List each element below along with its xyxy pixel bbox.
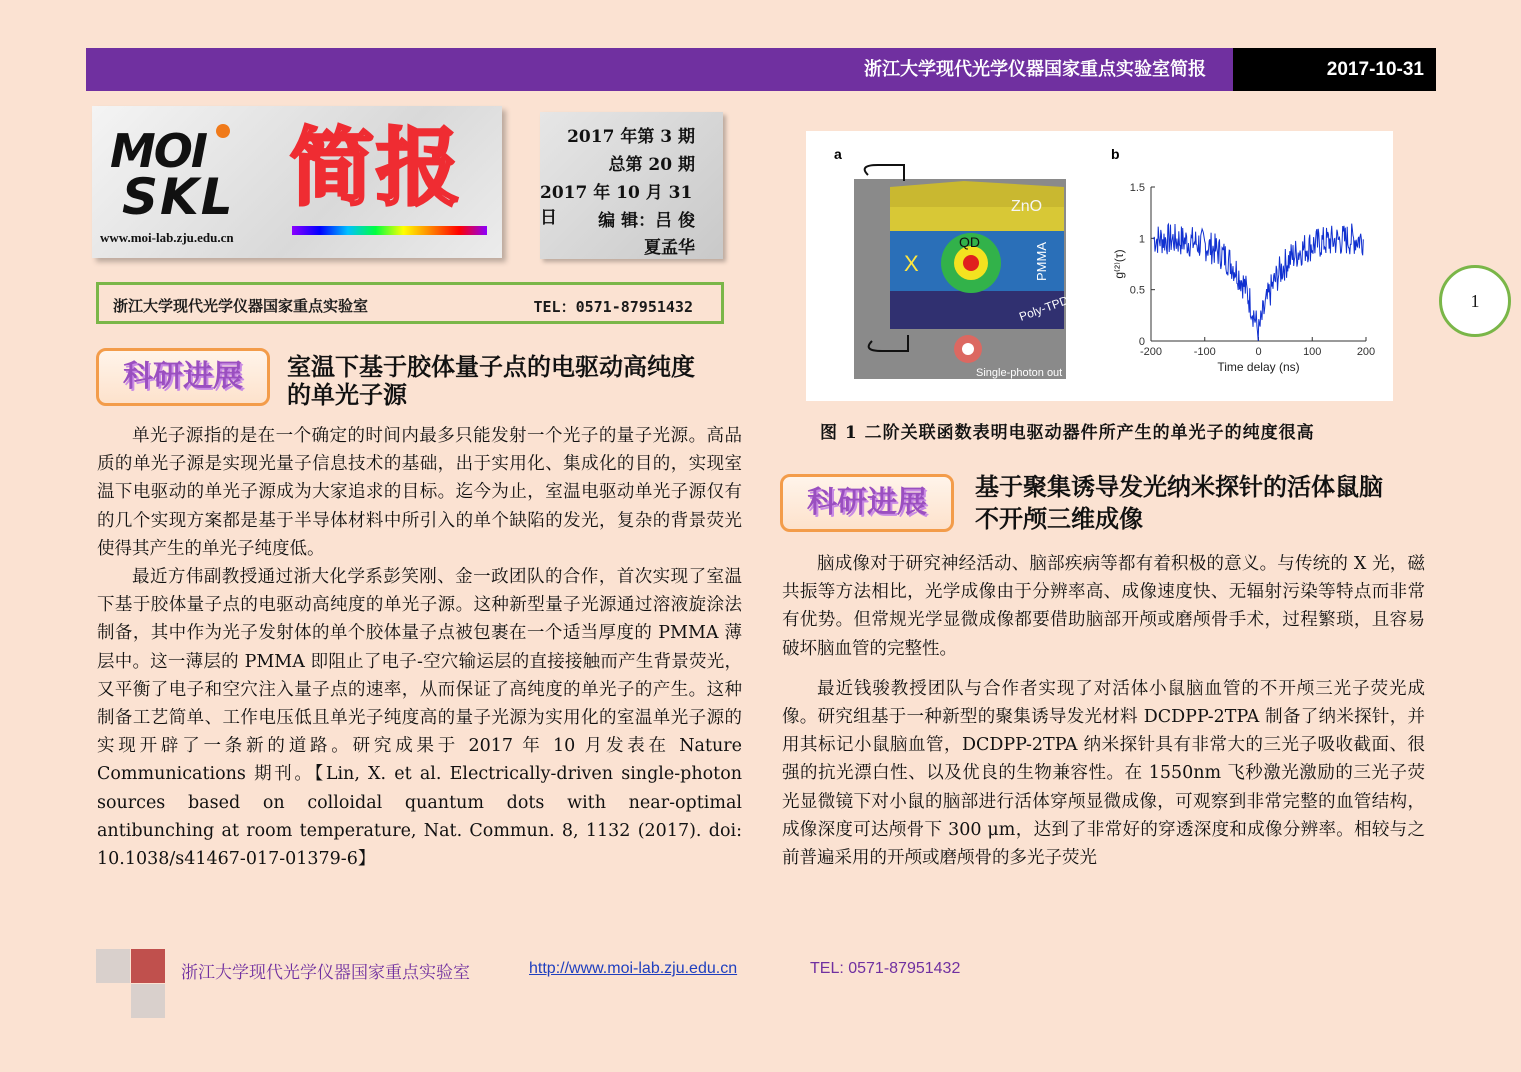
- article2-title-line2: 不开颅三维成像: [975, 505, 1143, 533]
- y-tick-label: 0.5: [1129, 284, 1145, 297]
- layer-pmma: PMMA: [1034, 242, 1049, 281]
- issue-date: 2017 年 10 月 31 日: [540, 183, 693, 228]
- issue-number: 2017 年第 3 期: [567, 127, 695, 147]
- article2-body: [782, 550, 1425, 872]
- panel-b-label: b: [1111, 146, 1120, 162]
- x-tick-label: 0: [1255, 346, 1262, 358]
- footer-square-3: [131, 984, 165, 1018]
- article1-title-line2: 的单光子源: [287, 381, 407, 409]
- figure-1: [806, 131, 1393, 401]
- x-mark: X: [904, 251, 919, 276]
- logo-skl: SKL: [122, 168, 235, 226]
- issue-editor-2: 夏孟华: [644, 238, 695, 258]
- footer-lab-name: 浙江大学现代光学仪器国家重点实验室: [181, 963, 470, 983]
- layer-zno: ZnO: [1011, 198, 1043, 215]
- issue-editor-1: 编 辑：吕 俊: [598, 211, 695, 231]
- article1-paragraph-2: 最近方伟副教授通过浙大化学系彭笑刚、金一政团队的合作，首次实现了室温下基于胶体量子点的电驱动高纯度的单光子源。这种新型量子光源通过溶液旋涂法制备，其中作为光子发射体的单个胶体量子点被包裹在一个适当厚度的 PMMA 薄层中。这一薄层的 PMMA 即阻止了电子-空穴输运层的直接接触而产生背景荧光，又平衡了电子和空穴注入量子点的速率，从而保证了高纯度的单光子的产生。这种制备工艺简单、工作电压低且单光子纯度高的量子光源为实用化的室温单光子源的实现开辟了一条新的道路。研究成果于 2017 年 10 月发表在 Nature Communications 期刊。【Lin, X. et al. Electrically-driven single-photon sources based on colloidal quantum dots with near-optimal antibunching at room temperature, Nat. Commun. 8, 1132 (2017). doi: 10.1038/s41467-017-01379-6】: [97, 567, 742, 870]
- y-tick-label: 0: [1138, 336, 1145, 348]
- article1-body: [97, 422, 742, 873]
- logo-jianbao: 简报: [290, 119, 463, 217]
- logo-block: [92, 106, 502, 258]
- article2-title-line1: 基于聚集诱导发光纳米探针的活体鼠脑: [975, 473, 1383, 501]
- x-tick-label: -200: [1139, 346, 1163, 358]
- layer-polytpd: Poly-TPD: [1017, 293, 1071, 324]
- lab-name: 浙江大学现代光学仪器国家重点实验室: [113, 297, 369, 315]
- issue-info: [540, 112, 723, 259]
- logo-rainbow-bar: [292, 226, 487, 235]
- section-badge: 科研进展: [96, 348, 270, 406]
- panel-a-label: a: [834, 146, 842, 162]
- issue-total: 总第 20 期: [608, 155, 695, 175]
- article2-paragraph-1: 脑成像对于研究神经活动、脑部疾病等都有着积极的意义。与传统的 X 光，磁共振等方法相比，光学成像由于分辨率高、成像速度快、无辐射污染等特点而非常有优势。但常规光学显微成像都要借助脑部开颅或磨颅骨手术，过程繁琐，且容易破坏脑血管的完整性。: [782, 554, 1425, 659]
- header-title: 浙江大学现代光学仪器国家重点实验室简报: [864, 59, 1206, 80]
- figure-graphic: [806, 131, 1393, 401]
- logo-moi: MOI: [110, 124, 206, 178]
- header-date: 2017-10-31: [1233, 48, 1436, 91]
- header-bar: [86, 48, 1436, 91]
- footer-tel: TEL: 0571-87951432: [810, 960, 961, 977]
- lab-banner: [96, 282, 724, 324]
- x-axis-label: Time delay (ns): [1217, 360, 1300, 374]
- section-badge: 科研进展: [780, 474, 954, 532]
- logo-dot: [216, 124, 230, 138]
- y-tick-label: 1.5: [1129, 182, 1145, 194]
- footer-square-1: [96, 949, 130, 983]
- x-tick-label: -100: [1193, 346, 1216, 358]
- footer-url-link[interactable]: http://www.moi-lab.zju.edu.cn: [529, 960, 738, 977]
- article1-title-line1: 室温下基于胶体量子点的电驱动高纯度: [287, 353, 695, 381]
- page-number: 1: [1439, 265, 1511, 337]
- y-axis-label: g⁽²⁾(τ): [1112, 249, 1126, 279]
- g2-chart: [1112, 182, 1375, 374]
- y-tick-label: 1: [1138, 233, 1145, 246]
- single-photon-label: Single-photon out: [976, 367, 1063, 379]
- footer-square-2: [131, 949, 165, 983]
- x-tick-label: 200: [1356, 346, 1376, 358]
- figure-caption: 图 1 二阶关联函数表明电驱动器件所产生的单光子的纯度很高: [820, 423, 1315, 443]
- lab-tel: TEL：0571-87951432: [533, 298, 693, 316]
- x-tick-label: 100: [1303, 346, 1322, 358]
- logo-url: www.moi-lab.zju.edu.cn: [100, 230, 234, 245]
- layer-qd: QD: [959, 234, 980, 250]
- article2-paragraph-2: 最近钱骏教授团队与合作者实现了对活体小鼠脑血管的不开颅三光子荧光成像。研究组基于一种新型的聚集诱导发光材料 DCDPP-2TPA 制备了纳米探针，并用其标记小鼠脑血管，DCDPP-2TPA 纳米探针具有非常大的三光子吸收截面、很强的抗光漂白性、以及优良的生物兼容性。在 1550nm 飞秒激光激励的三光子荧光显微镜下对小鼠的脑部进行活体穿颅显微成像，可观察到非常完整的血管结构，成像深度可达颅骨下 300 μm，达到了非常好的穿透深度和成像分辨率。相较与之前普遍采用的开颅或磨颅骨的多光子荧光: [782, 678, 1425, 869]
- g2-series-line: [1154, 224, 1364, 341]
- article1-paragraph-1: 单光子源指的是在一个确定的时间内最多只能发射一个光子的量子光源。高品质的单光子源是实现光量子信息技术的基础，出于实用化、集成化的目的，实现室温下电驱动的单光子源成为大家追求的目标。迄今为止，室温电驱动单光子源仅有的几个实现方案都是基于半导体材料中所引入的单个缺陷的发光，复杂的背景荧光使得其产生的单光子纯度低。: [97, 426, 742, 559]
